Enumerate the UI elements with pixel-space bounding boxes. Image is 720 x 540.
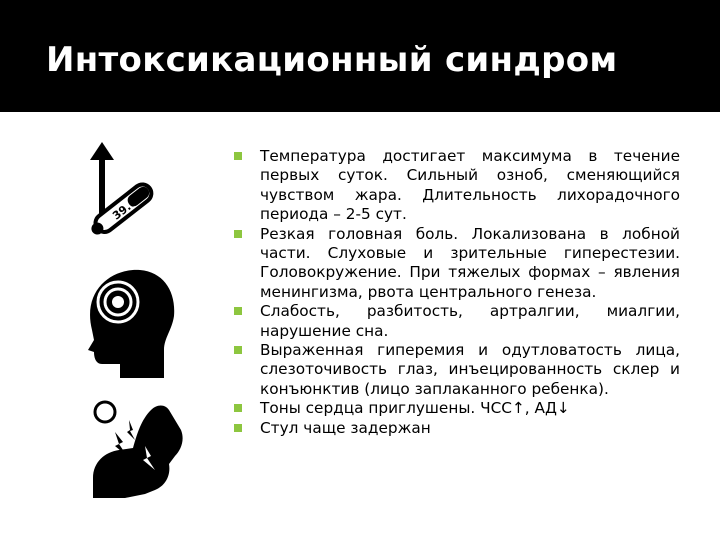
title-bar [0, 0, 720, 112]
list-item: Слабость, разбитость, артралгии, миалгии, нарушение сна. [234, 302, 680, 341]
head-pain-icon [72, 260, 182, 380]
thermometer-reading: 39.0 [110, 195, 140, 223]
list-item: Выраженная гиперемия и одутловатость лица, слезоточивость глаз, инъецированность склер и конъюнктив (лицо заплаканного ребенка). [234, 341, 680, 399]
slide-title: Интоксикационный синдром [46, 40, 618, 80]
bullet-square-icon [234, 307, 242, 315]
muscle-pain-icon [85, 390, 195, 500]
thermometer-icon [70, 142, 180, 262]
list-item: Температура достигает максимума в течение первых суток. Сильный озноб, сменяющийся чувством жара. Длительность лихорадочного периода – 2-5 сут. [234, 147, 680, 225]
list-item: Стул чаще задержан [234, 419, 680, 438]
bullet-square-icon [234, 152, 242, 160]
illustration-column [0, 112, 240, 540]
list-item: Резкая головная боль. Локализована в лобной части. Слуховые и зрительные гиперестезии. Головокружение. При тяжелых формах – явления менингизма, рвота центрального генеза. [234, 225, 680, 303]
bullet-square-icon [234, 404, 242, 412]
list-item: Тоны сердца приглушены. ЧСС↑, АД↓ [234, 399, 680, 418]
bullet-square-icon [234, 230, 242, 238]
symptom-list [234, 147, 680, 438]
bullet-square-icon [234, 346, 242, 354]
bullet-square-icon [234, 424, 242, 432]
